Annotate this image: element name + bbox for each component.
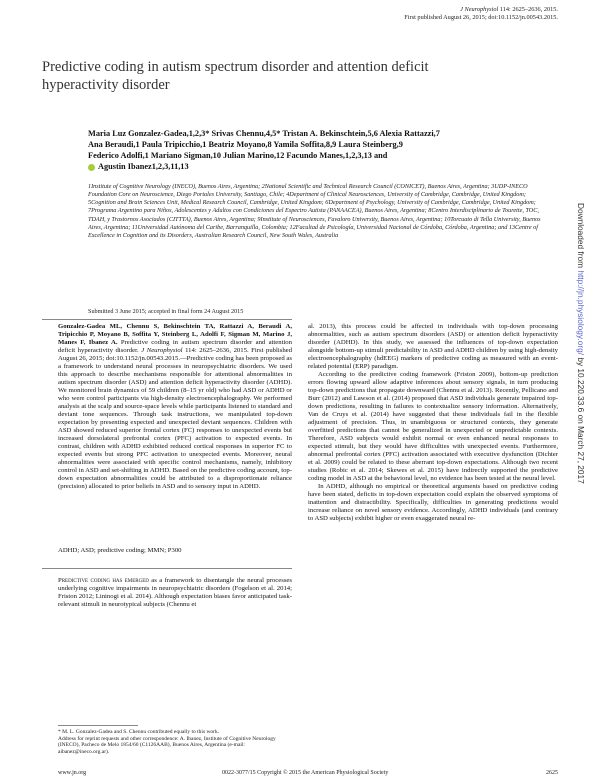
author-line: Agustin Ibanez1,2,3,11,13 (88, 161, 548, 172)
footnote-divider (58, 725, 138, 726)
footnotes (58, 729, 292, 755)
keywords: ADHD; ASD; predictive coding; MMN; P300 (58, 547, 182, 554)
paragraph: In ADHD, although no empirical or theoretical arguments based on predictive coding have been stated, deficits in top-down expectation could explain the observed symptoms of inattention and distractibility. Specifically, difficulties in generating predictions would increase reliance on novel sensory evidence. Accordingly, ADHD individuals (and contrary to ASD subjects) exhibit higher or even exaggerated neural re- (308, 483, 558, 522)
paragraph: al. 2013), this process could be affected in individuals with top-down processing abnormalities, such as autism spectrum disorders (ASD) or attention deficit hyperactivity disorder (ADHD). In this study, we assessed the influences of top-down expectation alongside bottom-up stimuli predictability in ASD and ADHD children by using high-density electroencephalography (hdEEG) markers of predictive coding as measured with an event-related potential (ERP) paradigm. (308, 323, 558, 370)
journal-website[interactable]: www.jn.org (58, 770, 87, 776)
abstract-authors: Gonzalez-Gadea ML, Chennu S, Bekinschtein TA, Rattazzi A, Beraudi A, Tripicchio P, Moyano B, Soffita Y, Steinberg L, Adolfi F, Sigman M, Marino J, Manes F, Ibanez A. (58, 323, 292, 346)
paragraph: According to the predictive coding framework (Friston 2009), bottom-up prediction errors flowing upward allow adaptive inferences about sensory signals, in turn producing top-down predictions that propagate downward (Chennu et al. 2013). Recently, Pellicano and Burr (2012) and Lawson et al. (2014) proposed that ASD individuals generate impaired top-down predictions, resulting in failures to contextualize sensory information. Alternatively, Van de Cruys et al. (2014) have suggested that these individuals fail in the flexible adjustment of precision. Thus, in unambiguous or structured contexts, they generate overfitted predictions that cannot be generalized in unexpected or unpredictable contexts. Therefore, ASD subjects would exhibit normal or even enhanced neural responses to expected stimuli, but they would have difficulties with unexpected events. Furthermore, abnormal prefrontal cortex (PFC) activation associated with executive dysfunction (Dichter et al. 2009) could be related to these aberrant top-down expectations. Although two recent studies (Robic et al. 2014; Skewes et al. 2015) have indirectly supported the predictive coding model in ASD at the behavioral level, no evidence has been tested at the neural level. (308, 371, 558, 482)
body-right-column (308, 323, 558, 523)
author-line: Federico Adolfi,1 Mariano Sigman,10 Julian Marino,12 Facundo Manes,1,2,3,13 and (88, 151, 388, 160)
footnote: Address for reprint requests and other correspondence: A. Ibanez, Institute of Cognitive Neurology (INECO), Pacheco de Melo 1854/60 (C1126AAB), Buenos Aires, Argentina (e-mail: aibanez@ineco.org.ar). (58, 735, 276, 755)
introduction (58, 577, 292, 609)
publication-doi-line: First published August 26, 2015; doi:10.1152/jn.00543.2015. (404, 14, 558, 21)
article-title: Predictive coding in autism spectrum disorder and attention deficit hyperactivity disorder (42, 59, 429, 93)
abstract-journal: J Neurophysiol (141, 347, 183, 354)
abstract-reference-title: Predictive coding in autism spectrum disorder and attention deficit hyperactivity disorder. (58, 339, 292, 354)
affiliations: 1Institute of Cognitive Neurology (INECO), Buenos Aires, Argentina; 2National Scientific and Technical Research Council (CONICET), Buenos Aires, Argentina; 3UDP-INECO Foundation Core on Neuroscience, Diego Portales University, Santiago, Chile; 4Department of Clinical Neurosciences, University of Cambridge, Cambridge, United Kingdom; 5Cognition and Brain Sciences Unit, Medical Research Council, Cambridge, United Kingdom; 6Department of Psychology, University of Cambridge, Cambridge, United Kingdom; 7Programa Argentino para Niños, Adolescentes y Adultos con Condiciones del Espectro Autista (PANAACEA), Buenos Aires, Argentina; 8Centro Interdisciplinario de Tourette, TOC, TDAH, y Trastornos Asociados (CITTTA), Buenos Aires, Argentina; 9Institute of Neurosciences, Favaloro University, Buenos Aires, Argentina; 10Torcuato di Tella University, Buenos Aires, Argentina; 11Universidad Autónoma del Caribe, Barranquilla, Colombia; 12Facultad de Psicología, Universidad Nacional de Córdoba, Córdoba, Argentina; and 13Centre of Excellence in Cognition and its Disorders, Australian Research Council, New South Wales, Australia (88, 183, 541, 239)
orcid-icon[interactable] (88, 164, 95, 171)
divider (42, 319, 292, 320)
submission-dates: Submitted 3 June 2015; accepted in final form 24 August 2015 (88, 308, 244, 315)
abstract-text: 114: 2625–2636, 2015. First published August 26, 2015; doi:10.1152/jn.00543.2015.—Predictive coding has been proposed as a framework to understand neural processes in neuropsychiatric disorders. We used this approach to describe mechanisms responsible for attentional abnormalities in autism spectrum disorder (ASD) and attention deficit hyperactivity disorder (ADHD). We monitored brain dynamics of 59 children (8–15 yr old) who had ASD or ADHD or who were control participants via high-density electroencephalography. We performed analysis at the scalp and source-space levels while participants listened to standard and deviant tone sequences. Through task instructions, we manipulated top-down expectation by presenting expected and unexpected deviant sequences. Children with ASD showed reduced superior frontal cortex (FC) responses to unexpected events but increased dorsolateral prefrontal cortex (PFC) activation to expected events. In contrast, children with ADHD exhibited reduced cortical responses in superior FC to expected events but strong PFC activation to unexpected events. Moreover, neural abnormalities were associated with specific control mechanisms, namely, inhibitory control in ASD and set-shifting in ADHD. Based on the predictive coding account, top-down expectation abnormalities could be attributed to a disproportionate reliance (precision) allocated to prior beliefs in ASD and to sensory input in ADHD. (58, 347, 292, 490)
footnote: * M. L. Gonzalez-Gadea and S. Chennu contributed equally to this work. (58, 729, 220, 735)
journal-name: J Neurophysiol (460, 6, 499, 13)
download-link[interactable]: http://jn.physiology.org/ (576, 270, 586, 356)
author-line: Ana Beraudi,1 Paula Tripicchio,1 Beatriz Moyano,8 Yamila Soffita,8,9 Laura Steinberg,9 (88, 140, 403, 149)
intro-lead: Predictive coding has emerged (58, 577, 149, 584)
journal-citation: 114: 2625–2636, 2015. (498, 6, 558, 13)
page-number: 2625 (546, 770, 558, 776)
intro-text: as a framework to disentangle the neural processes underlying cognitive impairments in neuropsychiatric disorders (Fogelson et al. 2014; Friston 2012; Lininogi et al. 2014). Although expectation biases favor anticipated task-relevant stimuli in neurotypical subjects (Chennu et (58, 577, 292, 608)
author-line: Maria Luz Gonzalez-Gadea,1,2,3* Srivas Chennu,4,5* Tristan A. Bekinschtein,5,6 Alexia Rattazzi,7 (88, 129, 440, 138)
download-watermark: Downloaded from http://jn.physiology.org/ by 10.220.33.6 on March 27, 2017 (576, 203, 586, 484)
journal-header (404, 6, 558, 22)
copyright: 0022-3077/15 Copyright © 2015 the American Physiological Society (222, 770, 389, 776)
abstract (58, 323, 292, 491)
author-list (88, 128, 548, 172)
divider (42, 568, 292, 569)
